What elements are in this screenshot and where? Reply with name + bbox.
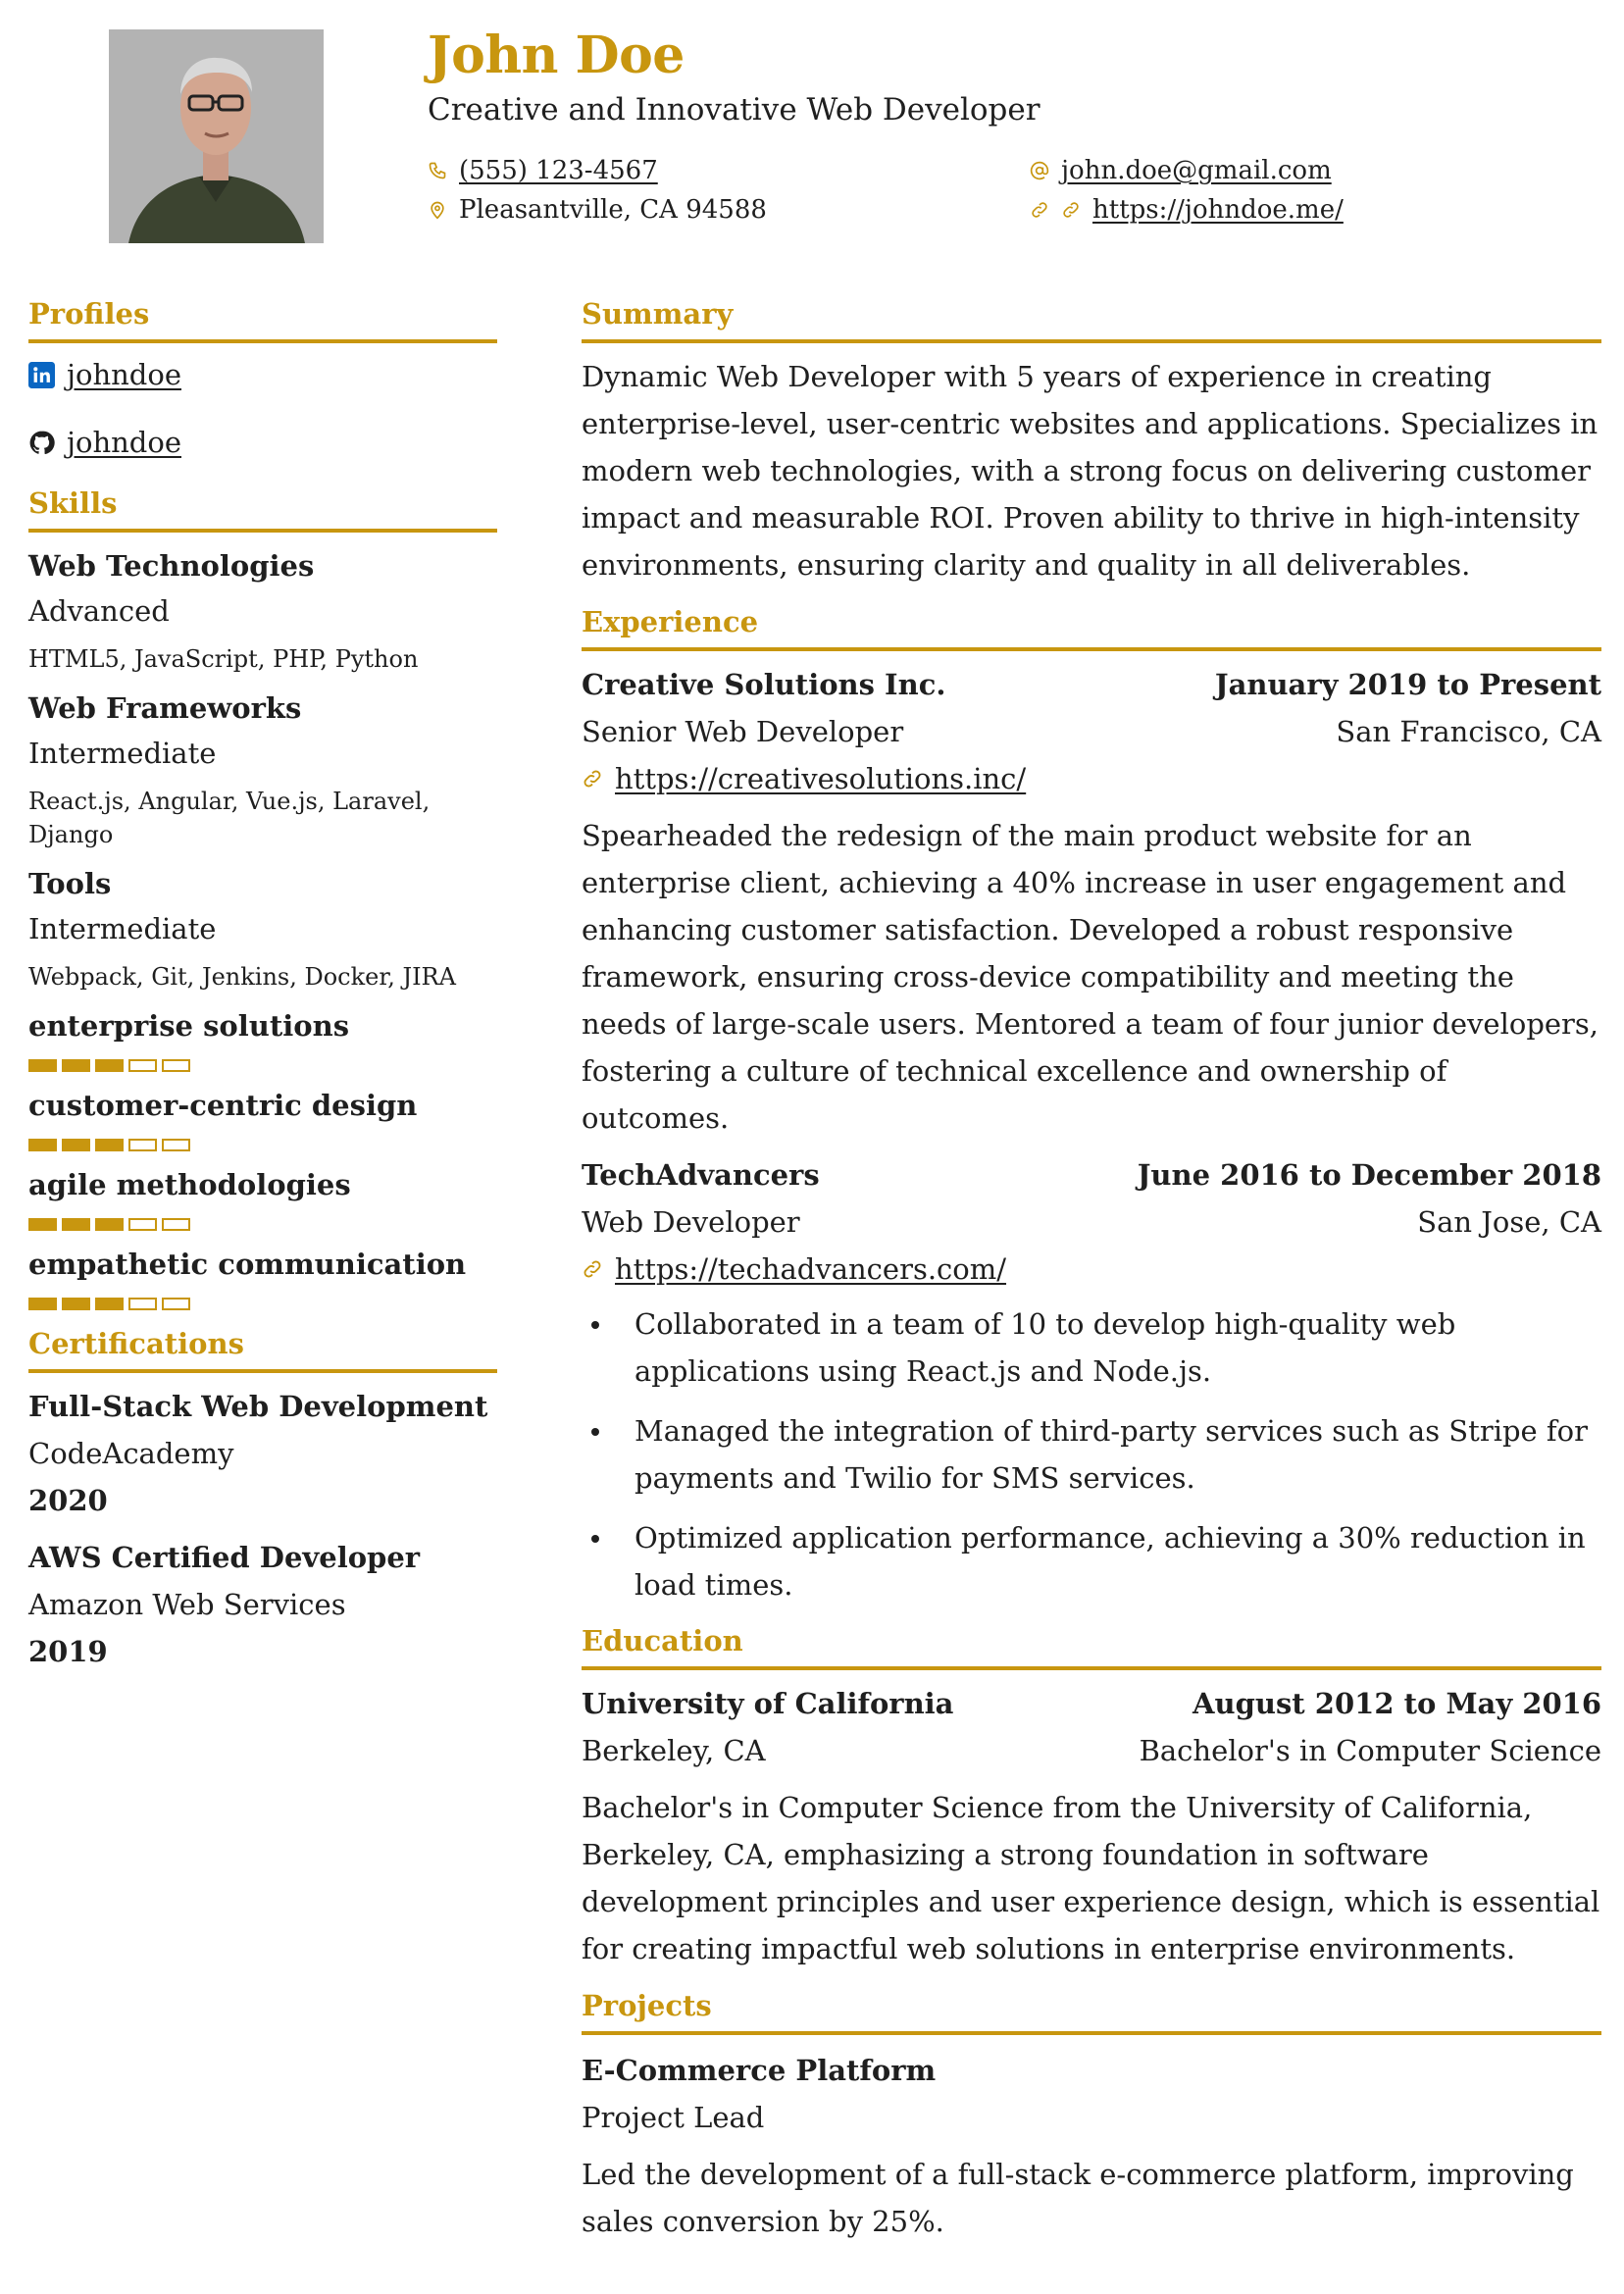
certification-issuer: Amazon Web Services [28, 1588, 346, 1621]
section-title-experience: Experience [582, 602, 1601, 651]
rating-block-filled [95, 1298, 124, 1310]
education-section [582, 1621, 1601, 1972]
link-icon [582, 1258, 603, 1280]
skill-name: Web Frameworks [28, 691, 302, 725]
email-link[interactable]: john.doe@gmail.com [1061, 156, 1332, 185]
skill-name: customer-centric design [28, 1089, 418, 1122]
experience-item [582, 1155, 1601, 1608]
project-item [582, 2051, 1601, 2245]
section-title-education: Education [582, 1621, 1601, 1670]
section-title-projects: Projects [582, 1986, 1601, 2035]
skill-rating [28, 1218, 497, 1231]
rating-block-empty [128, 1139, 157, 1151]
skill-keywords: HTML5, JavaScript, PHP, Python [28, 645, 419, 673]
skill-item [28, 1245, 497, 1310]
skill-item [28, 1006, 497, 1072]
rating-block-filled [62, 1298, 90, 1310]
phone-contact[interactable] [428, 154, 658, 187]
skill-level: Intermediate [28, 912, 217, 945]
skill-level: Intermediate [28, 737, 217, 770]
summary-section [582, 294, 1601, 588]
section-title-skills: Skills [28, 484, 497, 533]
rating-block-empty [128, 1298, 157, 1310]
resume-header [0, 0, 1624, 255]
skill-item [28, 864, 497, 994]
job-position: Senior Web Developer [582, 715, 904, 748]
candidate-name: John Doe [428, 25, 685, 85]
rating-block-empty [162, 1059, 190, 1072]
list-item: Collaborated in a team of 10 to develop high-quality web applications using React.js and Node.js. [582, 1300, 1601, 1395]
email-contact[interactable] [1030, 154, 1332, 187]
skill-name: empathetic communication [28, 1248, 467, 1281]
company-url-link[interactable]: https://creativesolutions.inc/ [615, 762, 1027, 795]
link-icon [1030, 200, 1049, 220]
section-title-summary: Summary [582, 294, 1601, 343]
location-text: Pleasantville, CA 94588 [459, 195, 767, 225]
certification-item [28, 1387, 497, 1520]
rating-block-filled [28, 1139, 57, 1151]
date-range: June 2016 to December 2018 [1137, 1158, 1601, 1192]
projects-section [582, 1986, 1601, 2245]
list-item: Optimized application performance, achieving a 30% reduction in load times. [582, 1514, 1601, 1608]
education-item [582, 1684, 1601, 1972]
company-website[interactable] [582, 759, 1601, 798]
skill-name: enterprise solutions [28, 1009, 350, 1043]
skill-item [28, 688, 497, 851]
skill-item [28, 1086, 497, 1151]
person-portrait-image [109, 29, 324, 243]
skill-keywords: React.js, Angular, Vue.js, Laravel, Django [28, 788, 431, 848]
phone-icon [428, 161, 447, 180]
certification-name: Full-Stack Web Development [28, 1390, 488, 1423]
rating-block-filled [28, 1059, 57, 1072]
map-pin-icon [428, 200, 447, 220]
phone-link[interactable]: (555) 123-4567 [459, 156, 658, 185]
experience-section [582, 602, 1601, 1608]
section-title-profiles: Profiles [28, 294, 497, 343]
certification-item [28, 1538, 497, 1671]
experience-bullets [582, 1300, 1601, 1608]
linkedin-icon [28, 362, 55, 388]
company-name: TechAdvancers [582, 1158, 820, 1192]
main-content [582, 294, 1601, 2255]
date-range: August 2012 to May 2016 [1193, 1687, 1601, 1720]
experience-summary: Spearheaded the redesign of the main product website for an enterprise client, achieving a 40% increase in user engagement and enhancing customer satisfaction. Developed a robust responsive framework, ensuring cross-device compatibility and meeting the needs of large-scale users. Mentored a team of four junior developers, fostering a culture of technical excellence and ownership of outcomes. [582, 819, 1599, 1135]
rating-block-empty [128, 1059, 157, 1072]
skill-item [28, 1165, 497, 1231]
education-summary: Bachelor's in Computer Science from the University of California, Berkeley, CA, emphasizing a strong foundation in software development principles and user experience design, which is essential for creating impactful web solutions in enterprise environments. [582, 1791, 1600, 1965]
skills-section [28, 484, 497, 1310]
project-role: Project Lead [582, 2101, 765, 2134]
rating-block-filled [62, 1059, 90, 1072]
rating-block-empty [162, 1139, 190, 1151]
skill-name: Web Technologies [28, 549, 315, 583]
certification-year: 2020 [28, 1484, 108, 1517]
rating-block-filled [95, 1059, 124, 1072]
website-contact[interactable] [1030, 193, 1344, 227]
rating-block-filled [95, 1218, 124, 1231]
skill-keywords: Webpack, Git, Jenkins, Docker, JIRA [28, 963, 456, 991]
website-link[interactable]: https://johndoe.me/ [1092, 195, 1344, 225]
link-icon [1061, 200, 1081, 220]
profile-item-github[interactable] [28, 423, 497, 462]
rating-block-filled [62, 1218, 90, 1231]
certification-issuer: CodeAcademy [28, 1437, 234, 1470]
rating-block-empty [162, 1218, 190, 1231]
degree: Bachelor's in Computer Science [1139, 1734, 1601, 1767]
sidebar [28, 294, 497, 1689]
skill-name: Tools [28, 867, 112, 900]
skill-rating [28, 1059, 497, 1072]
rating-block-empty [162, 1298, 190, 1310]
skill-name: agile methodologies [28, 1168, 351, 1201]
candidate-headline: Creative and Innovative Web Developer [428, 92, 1040, 127]
skill-rating [28, 1139, 497, 1151]
job-location: San Francisco, CA [1336, 715, 1601, 748]
job-location: San Jose, CA [1417, 1205, 1601, 1239]
project-summary: Led the development of a full-stack e-commerce platform, improving sales conversion by 25%. [582, 2158, 1574, 2238]
at-sign-icon [1030, 161, 1049, 180]
certification-year: 2019 [28, 1635, 108, 1668]
section-title-certifications: Certifications [28, 1324, 497, 1373]
rating-block-empty [128, 1218, 157, 1231]
github-username[interactable]: johndoe [67, 426, 181, 459]
profiles-section [28, 294, 497, 462]
education-location: Berkeley, CA [582, 1734, 766, 1767]
linkedin-username[interactable]: johndoe [67, 358, 181, 391]
github-icon [28, 430, 55, 456]
link-icon [582, 768, 603, 790]
skill-item [28, 546, 497, 676]
date-range: January 2019 to Present [1214, 668, 1601, 701]
skill-rating [28, 1298, 497, 1310]
rating-block-filled [62, 1139, 90, 1151]
company-url-link[interactable]: https://techadvancers.com/ [615, 1252, 1007, 1286]
rating-block-filled [28, 1218, 57, 1231]
experience-item [582, 665, 1601, 1142]
summary-text: Dynamic Web Developer with 5 years of experience in creating enterprise-level, user-centric websites and applications. Specializes in modern web technologies, with a strong focus on delivering customer impact and measurable ROI. Proven ability to thrive in high-intensity environments, ensuring clarity and quality in all deliverables. [582, 360, 1599, 582]
profile-item-linkedin[interactable] [28, 355, 497, 394]
project-name: E-Commerce Platform [582, 2054, 937, 2087]
certifications-section [28, 1324, 497, 1671]
location-contact [428, 193, 767, 227]
rating-block-filled [28, 1298, 57, 1310]
job-position: Web Developer [582, 1205, 800, 1239]
skill-level: Advanced [28, 594, 170, 628]
certification-name: AWS Certified Developer [28, 1541, 421, 1574]
institution-name: University of California [582, 1687, 954, 1720]
company-name: Creative Solutions Inc. [582, 668, 946, 701]
list-item: Managed the integration of third-party services such as Stripe for payments and Twilio for SMS services. [582, 1407, 1601, 1502]
profile-photo [109, 29, 324, 243]
rating-block-filled [95, 1139, 124, 1151]
company-website[interactable] [582, 1249, 1601, 1289]
